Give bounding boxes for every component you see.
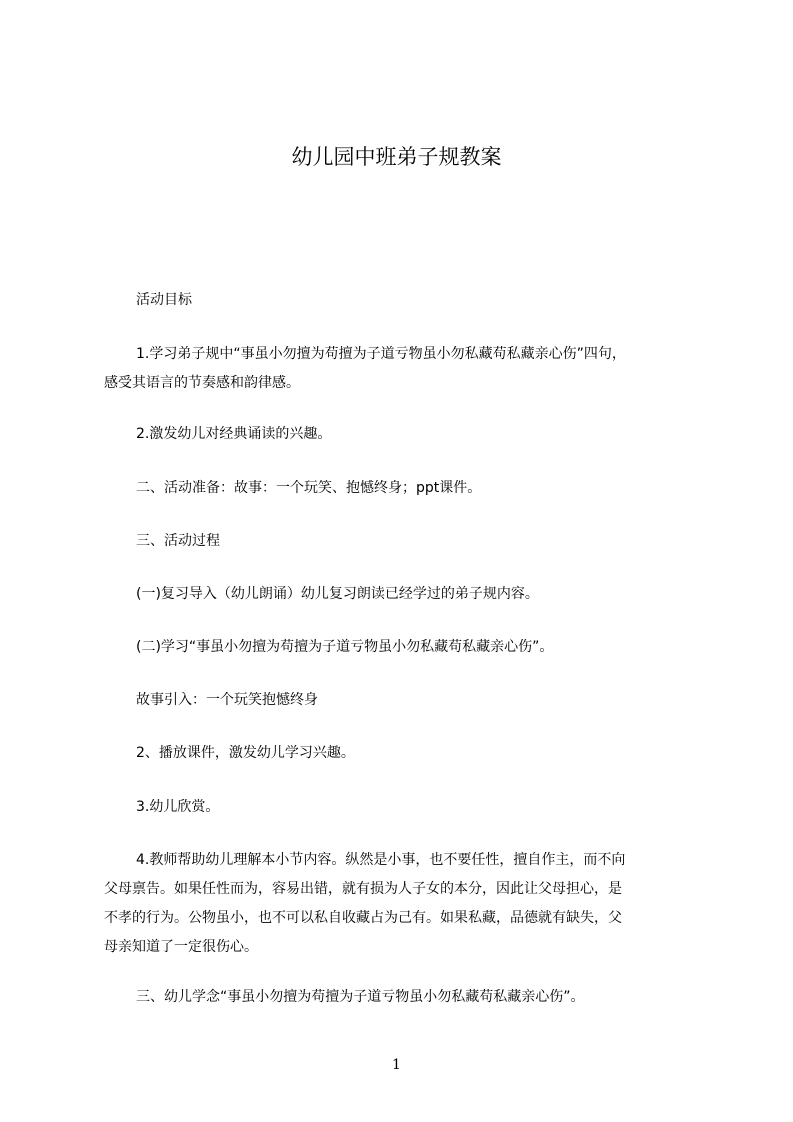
paragraph-review — [104, 580, 694, 609]
paragraph-line: 不孝的行为。公物虽小，也不可以私自收藏占为己有。如果私藏，品德就有缺失，父 — [104, 910, 622, 926]
paragraph-line: 2、播放课件，激发幼儿学习兴趣。 — [136, 745, 355, 761]
document-title: 幼儿园中班弟子规教案 — [291, 145, 502, 169]
paragraph-children-recite — [104, 983, 694, 1012]
paragraph-line: 感受其语言的节奏感和韵律感。 — [104, 375, 300, 391]
paragraph-line: 活动目标 — [136, 292, 192, 308]
paragraph-line: 三、幼儿学念“事虽小勿擅为苟擅为子道亏物虽小勿私藏苟私藏亲心伤”。 — [136, 989, 585, 1005]
paragraph-line: 二、活动准备：故事：一个玩笑、抱憾终身；ppt课件。 — [136, 480, 482, 496]
paragraph-line: 三、活动过程 — [136, 533, 220, 549]
page-number: 1 — [392, 1057, 401, 1073]
paragraph-goal-2 — [104, 420, 694, 449]
paragraph-goal-1 — [104, 340, 694, 398]
paragraph-line: (二)学习“事虽小勿擅为苟擅为子道亏物虽小勿私藏苟私藏亲心伤”。 — [136, 639, 554, 655]
paragraph-line: 故事引入：一个玩笑抱憾终身 — [136, 692, 318, 708]
paragraph-line: 父母禀告。如果任性而为，容易出错，就有损为人子女的本分，因此让父母担心，是 — [104, 881, 622, 897]
paragraph-line: (一)复习导入（幼儿朗诵）幼儿复习朗读已经学过的弟子规内容。 — [136, 586, 539, 602]
paragraph-line: 4.教师帮助幼儿理解本小节内容。纵然是小事，也不要任性，擅自作主，而不向 — [136, 852, 626, 868]
paragraph-learn — [104, 633, 694, 662]
paragraph-goals-heading — [104, 286, 694, 315]
paragraph-process-heading — [104, 527, 694, 556]
paragraph-courseware — [104, 739, 694, 768]
paragraph-line: 1.学习弟子规中“事虽小勿擅为苟擅为子道亏物虽小勿私藏苟私藏亲心伤”四句， — [136, 346, 626, 362]
paragraph-line: 2.激发幼儿对经典诵读的兴趣。 — [136, 426, 332, 442]
paragraph-story — [104, 686, 694, 715]
paragraph-teacher-explain — [104, 846, 694, 962]
paragraph-line: 母亲知道了一定很伤心。 — [104, 939, 258, 955]
paragraph-appreciate — [104, 793, 694, 822]
paragraph-preparation — [104, 474, 694, 503]
paragraph-line: 3.幼儿欣赏。 — [136, 799, 220, 815]
